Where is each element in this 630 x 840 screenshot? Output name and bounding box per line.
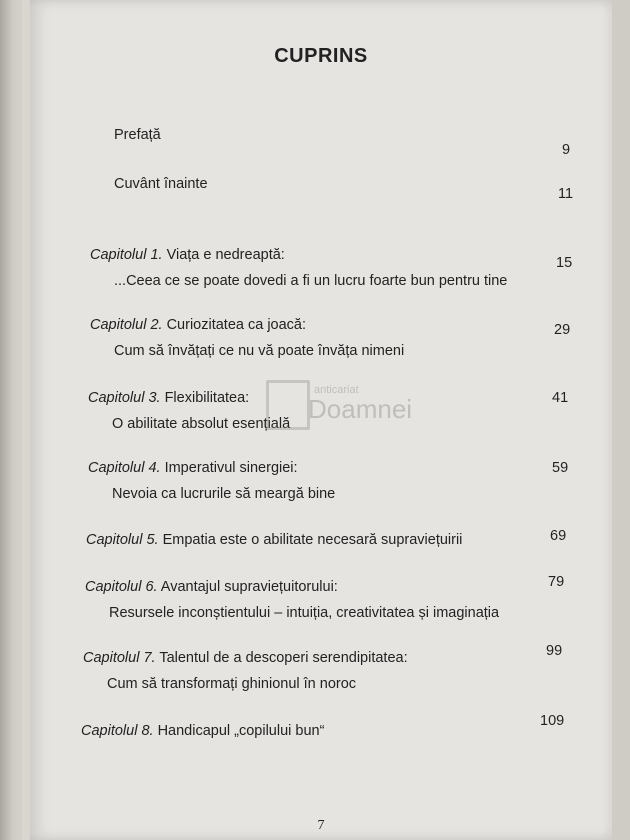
chapter-label: Capitolul 2.: [90, 317, 163, 333]
chapter-label: Capitolul 6.: [85, 579, 158, 595]
watermark-small-text: anticariat: [314, 384, 359, 396]
chapter-title: Empatia este o abilitate necesară supraviețuirii: [162, 532, 463, 548]
page-number: 69: [550, 528, 567, 544]
page-number: 41: [552, 390, 569, 406]
page-number: 15: [556, 255, 573, 271]
watermark-big-text: Doamnei: [308, 394, 413, 424]
page-title: CUPRINS: [274, 45, 368, 67]
page-number: 109: [540, 713, 565, 729]
page-number-footer: 7: [317, 818, 325, 833]
chapter-subtitle: ...Ceea ce se poate dovedi a fi un lucru foarte bun pentru tine: [114, 273, 508, 289]
chapter-label: Capitolul 5.: [86, 532, 159, 548]
chapter-subtitle: Cum să transformați ghinionul în noroc: [107, 676, 357, 692]
chapter-label: Capitolul 4.: [88, 460, 161, 476]
chapter-title: Imperativul sinergiei:: [164, 460, 298, 476]
chapter-title: Handicapul „copilului bun“: [157, 723, 325, 739]
page-number: 99: [546, 643, 563, 659]
chapter-title: Viața e nedreaptă:: [166, 247, 285, 263]
book-spine-edge: [0, 0, 22, 840]
book-page: [30, 0, 612, 840]
chapter-label: Capitolul 3.: [88, 390, 161, 406]
page-number: 59: [552, 460, 569, 476]
chapter-label: Capitolul 1.: [90, 247, 163, 263]
entry-label: Prefață: [114, 127, 161, 143]
chapter-subtitle: O abilitate absolut esențială: [112, 416, 291, 432]
page-number: 11: [558, 186, 574, 202]
chapter-title: Avantajul supraviețuitorului:: [160, 579, 338, 595]
chapter-title: Talentul de a descoperi serendipitatea:: [159, 650, 408, 666]
chapter-subtitle: Resursele inconștientului – intuiția, creativitatea și imaginația: [109, 605, 500, 621]
chapter-label: Capitolul 7.: [83, 650, 156, 666]
chapter-title: Curiozitatea ca joacă:: [166, 317, 307, 333]
entry-label: Cuvânt înainte: [114, 176, 208, 192]
watermark-logo: [266, 380, 436, 440]
page-number: 9: [562, 142, 571, 158]
chapter-label: Capitolul 8.: [81, 723, 154, 739]
chapter-subtitle: Cum să învățați ce nu vă poate învăța nimeni: [114, 343, 405, 359]
page-number: 29: [554, 322, 571, 338]
book-icon: [266, 380, 310, 430]
chapter-subtitle: Nevoia ca lucrurile să meargă bine: [112, 486, 336, 502]
page-number: 79: [548, 574, 565, 590]
chapter-title: Flexibilitatea:: [164, 390, 250, 406]
page-right-edge: [612, 0, 630, 840]
